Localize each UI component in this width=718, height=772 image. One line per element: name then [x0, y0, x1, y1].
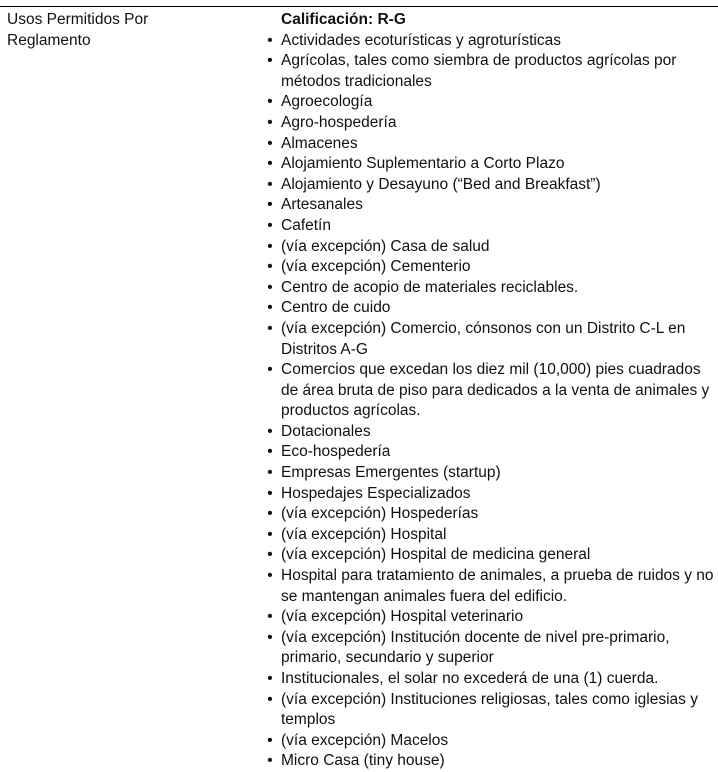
list-item	[264, 525, 718, 546]
bullet-icon: •	[267, 93, 273, 111]
list-item-text: Centro de acopio de materiales reciclables.	[281, 278, 579, 296]
list-item-text: Eco-hospedería	[281, 443, 391, 461]
bullet-icon: •	[267, 175, 273, 193]
list-item-text: Comercios que excedan los diez mil (10,000) pies cuadrados de área bruta de piso para dedicados a la venta de animales y productos agrícolas.	[281, 361, 710, 420]
bullet-icon: •	[267, 196, 273, 214]
bullet-icon: •	[267, 567, 273, 585]
list-item	[264, 51, 718, 92]
bullet-icon: •	[267, 443, 273, 461]
list-item	[264, 545, 718, 566]
bullet-icon: •	[267, 546, 273, 564]
table-top-border	[0, 6, 718, 7]
list-item-text: Hospital para tratamiento de animales, a prueba de ruidos y no se mantengan animales fuera del edificio.	[281, 567, 714, 605]
list-item-text: Artesanales	[281, 196, 363, 214]
list-item	[264, 216, 718, 237]
bullet-icon: •	[267, 361, 273, 379]
list-item-text: Agrícolas, tales como siembra de productos agrícolas por métodos tradicionales	[281, 52, 677, 90]
list-item-text: Almacenes	[281, 134, 358, 152]
list-item-text: Hospedajes Especializados	[281, 484, 471, 502]
bullet-icon: •	[267, 31, 273, 49]
list-item-text: Alojamiento y Desayuno (“Bed and Breakfast”)	[281, 175, 601, 193]
list-item-text: Centro de cuido	[281, 299, 391, 317]
list-item-text: (vía excepción) Casa de salud	[281, 237, 490, 255]
row-label-line2: Reglamento	[7, 31, 91, 49]
bullet-icon: •	[267, 731, 273, 749]
list-item	[264, 504, 718, 525]
bullet-icon: •	[267, 278, 273, 296]
list-item	[264, 463, 718, 484]
list-item	[264, 566, 718, 607]
list-item	[264, 607, 718, 628]
list-item-text: (vía excepción) Instituciones religiosas, tales como iglesias y templos	[281, 690, 698, 729]
list-item-text: Cafetín	[281, 216, 331, 234]
list-item	[264, 484, 718, 505]
list-item-text: (vía excepción) Comercio, cónsonos con un Distrito C-L en Distritos A-G	[281, 319, 686, 358]
list-item-text: (vía excepción) Macelos	[281, 731, 449, 749]
list-item-text: Actividades ecoturísticas y agroturísticas	[281, 31, 561, 49]
list-item	[264, 731, 718, 752]
bullet-icon: •	[267, 113, 273, 131]
bullet-icon: •	[267, 752, 273, 770]
list-item	[264, 113, 718, 134]
row-label-line1: Usos Permitidos Por	[7, 11, 149, 28]
list-item	[264, 669, 718, 690]
list-item-text: (vía excepción) Hospital veterinario	[281, 608, 524, 626]
list-item-text: (vía excepción) Institución docente de nivel pre-primario, primario, secundario y superior	[281, 628, 670, 667]
list-item-text: (vía excepción) Hospederías	[281, 505, 479, 523]
bullet-icon: •	[267, 299, 273, 317]
list-item	[264, 134, 718, 155]
list-item	[264, 175, 718, 196]
list-item-text: Institucionales, el solar no excederá de una (1) cuerda.	[281, 670, 659, 687]
bullet-icon: •	[267, 670, 273, 687]
list-item	[264, 442, 718, 463]
list-item-text: Agroecología	[281, 93, 373, 111]
list-item	[264, 92, 718, 113]
list-item	[264, 298, 718, 319]
list-item	[264, 751, 718, 772]
list-item-text: Empresas Emergentes (startup)	[281, 464, 501, 482]
bullet-icon: •	[267, 608, 273, 626]
bullet-icon: •	[267, 484, 273, 502]
list-item	[264, 319, 718, 360]
list-item-text: Dotacionales	[281, 422, 371, 440]
list-item-text: Agro-hospedería	[281, 113, 397, 131]
list-item	[264, 195, 718, 216]
bullet-icon: •	[267, 628, 273, 646]
list-item-text: Micro Casa (tiny house)	[281, 752, 445, 770]
list-item-text: (vía excepción) Hospital	[281, 525, 447, 543]
bullet-icon: •	[267, 690, 273, 708]
list-item	[264, 360, 718, 422]
list-item	[264, 257, 718, 278]
bullet-icon: •	[267, 422, 273, 440]
list-item-text: (vía excepción) Hospital de medicina general	[281, 546, 591, 564]
bullet-icon: •	[267, 216, 273, 234]
bullet-icon: •	[267, 464, 273, 482]
bullet-icon: •	[267, 525, 273, 543]
list-item-text: (vía excepción) Cementerio	[281, 258, 471, 276]
bullet-icon: •	[267, 258, 273, 276]
zoning-heading: Calificación: R-G	[281, 11, 406, 28]
bullet-icon: •	[267, 52, 273, 70]
list-item	[264, 237, 718, 258]
bullet-icon: •	[267, 134, 273, 152]
row-label-cell	[7, 10, 237, 51]
bullet-icon: •	[267, 155, 273, 173]
list-item	[264, 690, 718, 731]
list-item-text: Alojamiento Suplementario a Corto Plazo	[281, 155, 565, 173]
list-item	[264, 31, 718, 52]
bullet-icon: •	[267, 505, 273, 523]
list-item	[264, 278, 718, 299]
list-item	[264, 154, 718, 175]
permitted-uses-list	[264, 31, 718, 772]
bullet-icon: •	[267, 237, 273, 255]
list-item	[264, 628, 718, 669]
bullet-icon: •	[267, 319, 273, 337]
row-content-cell	[264, 10, 718, 772]
list-item	[264, 422, 718, 443]
